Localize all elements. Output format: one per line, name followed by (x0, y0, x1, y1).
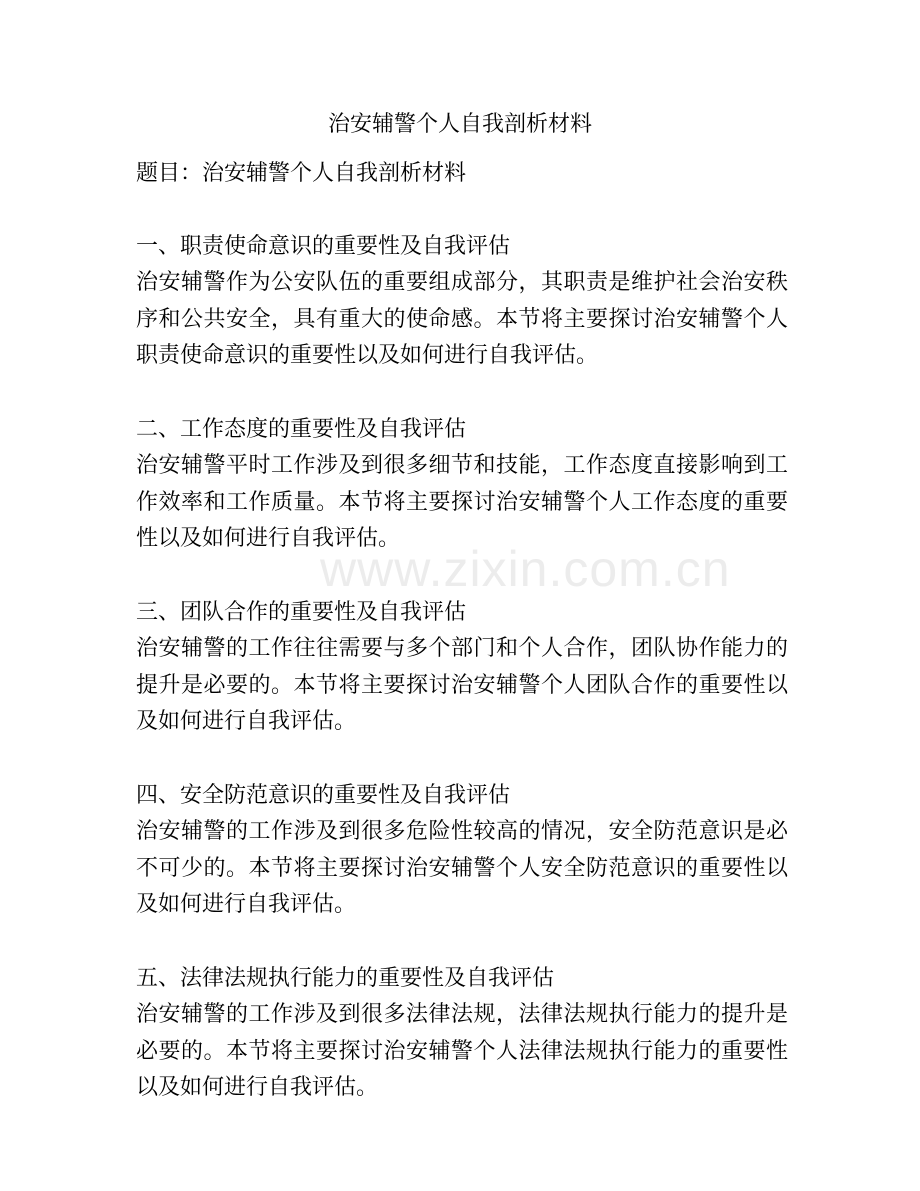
section-body: 治安辅警的工作往往需要与多个部门和个人合作，团队协作能力的提升是必要的。本节将主要探讨治安辅警个人团队合作的重要性以及如何进行自我评估。 (136, 636, 788, 734)
section-body: 治安辅警作为公安队伍的重要组成部分，其职责是维护社会治安秩序和公共安全，具有重大的使命感。本节将主要探讨治安辅警个人职责使命意识的重要性以及如何进行自我评估。 (136, 270, 788, 368)
section-5 (136, 961, 788, 1107)
section-body: 治安辅警的工作涉及到很多危险性较高的情况，安全防范意识是必不可少的。本节将主要探讨治安辅警个人安全防范意识的重要性以及如何进行自我评估。 (136, 819, 788, 917)
document-content (136, 156, 788, 1144)
watermark: www.zixin.com.cn (320, 541, 731, 597)
section-heading: 四、安全防范意识的重要性及自我评估 (136, 782, 511, 808)
section-body: 治安辅警平时工作涉及到很多细节和技能，工作态度直接影响到工作效率和工作质量。本节将主要探讨治安辅警个人工作态度的重要性以及如何进行自我评估。 (136, 453, 788, 551)
document-title: 治安辅警个人自我剖析材料 (327, 112, 592, 137)
section-heading: 一、职责使命意识的重要性及自我评估 (136, 233, 511, 259)
section-heading: 五、法律法规执行能力的重要性及自我评估 (136, 965, 555, 991)
section-4 (136, 778, 788, 924)
section-heading: 三、团队合作的重要性及自我评估 (136, 599, 467, 625)
section-1 (136, 229, 788, 375)
section-3 (136, 595, 788, 741)
section-body: 治安辅警的工作涉及到很多法律法规，法律法规执行能力的提升是必要的。本节将主要探讨治安辅警个人法律法规执行能力的重要性以及如何进行自我评估。 (136, 1002, 788, 1100)
document-subject: 题目：治安辅警个人自我剖析材料 (136, 161, 467, 186)
section-heading: 二、工作态度的重要性及自我评估 (136, 416, 467, 442)
section-2 (136, 412, 788, 558)
